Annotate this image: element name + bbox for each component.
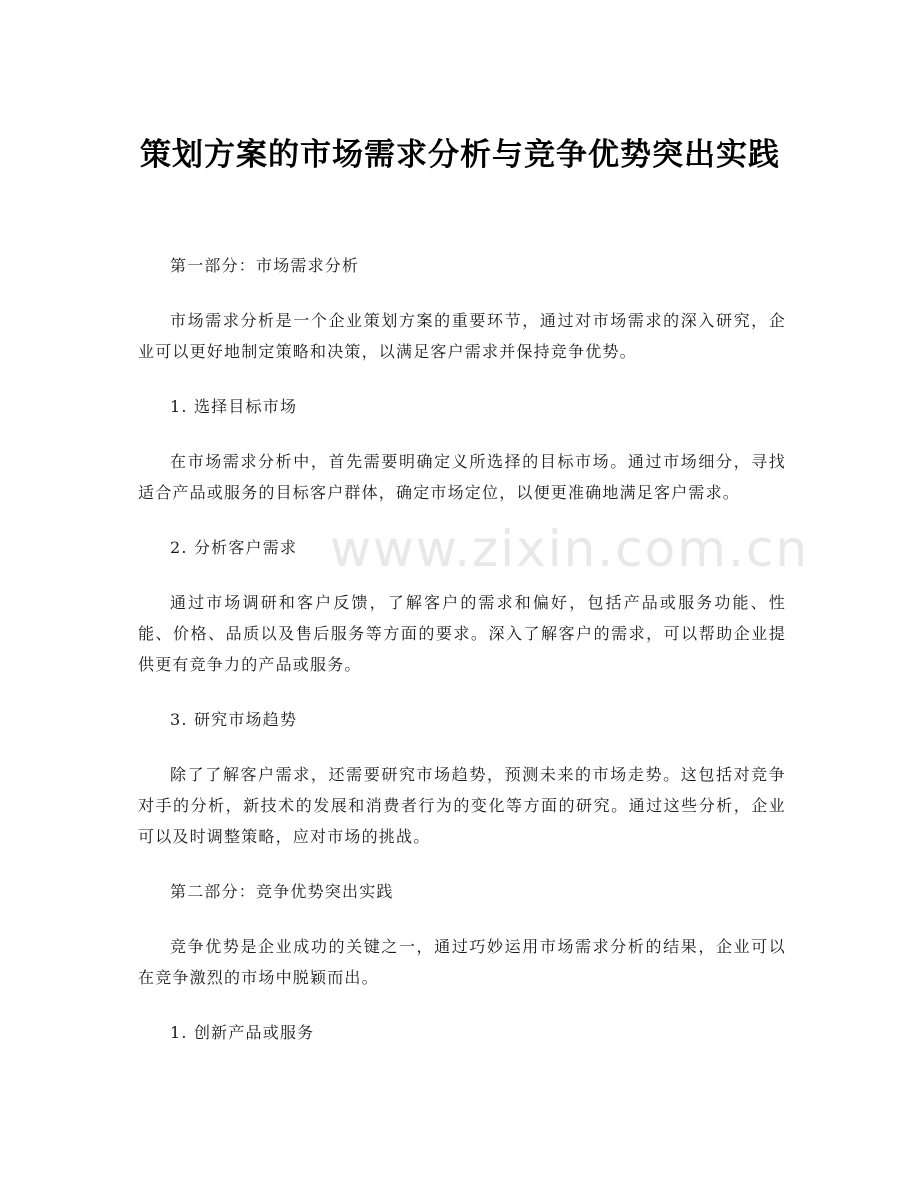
section-heading: 第二部分：竞争优势突出实践 bbox=[170, 882, 394, 901]
subsection-heading: 3. 研究市场趋势 bbox=[170, 710, 298, 729]
paragraph: 除了了解客户需求，还需要研究市场趋势，预测未来的市场走势。这包括对竞争对手的分析，新技术的发展和消费者行为的变化等方面的研究。通过这些分析，企业可以及时调整策略，应对市场的挑战。 bbox=[138, 765, 786, 846]
document-body bbox=[138, 250, 786, 1072]
paragraph: 市场需求分析是一个企业策划方案的重要环节，通过对市场需求的深入研究，企业可以更好地制定策略和决策，以满足客户需求并保持竞争优势。 bbox=[138, 311, 786, 361]
subsection-heading: 1. 选择目标市场 bbox=[170, 397, 298, 416]
section-heading: 第一部分：市场需求分析 bbox=[170, 256, 360, 275]
subsection-heading: 2. 分析客户需求 bbox=[170, 538, 298, 557]
watermark: www.zixin.com.cn bbox=[330, 520, 810, 578]
document-title: 策划方案的市场需求分析与竞争优势突出实践 bbox=[140, 136, 780, 173]
paragraph: 在市场需求分析中，首先需要明确定义所选择的目标市场。通过市场细分，寻找适合产品或服务的目标客户群体，确定市场定位，以便更准确地满足客户需求。 bbox=[138, 452, 786, 502]
subsection-heading: 1. 创新产品或服务 bbox=[170, 1023, 315, 1042]
paragraph: 竞争优势是企业成功的关键之一，通过巧妙运用市场需求分析的结果，企业可以在竞争激烈的市场中脱颖而出。 bbox=[138, 937, 786, 987]
paragraph: 通过市场调研和客户反馈，了解客户的需求和偏好，包括产品或服务功能、性能、价格、品质以及售后服务等方面的要求。深入了解客户的需求，可以帮助企业提供更有竞争力的产品或服务。 bbox=[138, 593, 786, 674]
